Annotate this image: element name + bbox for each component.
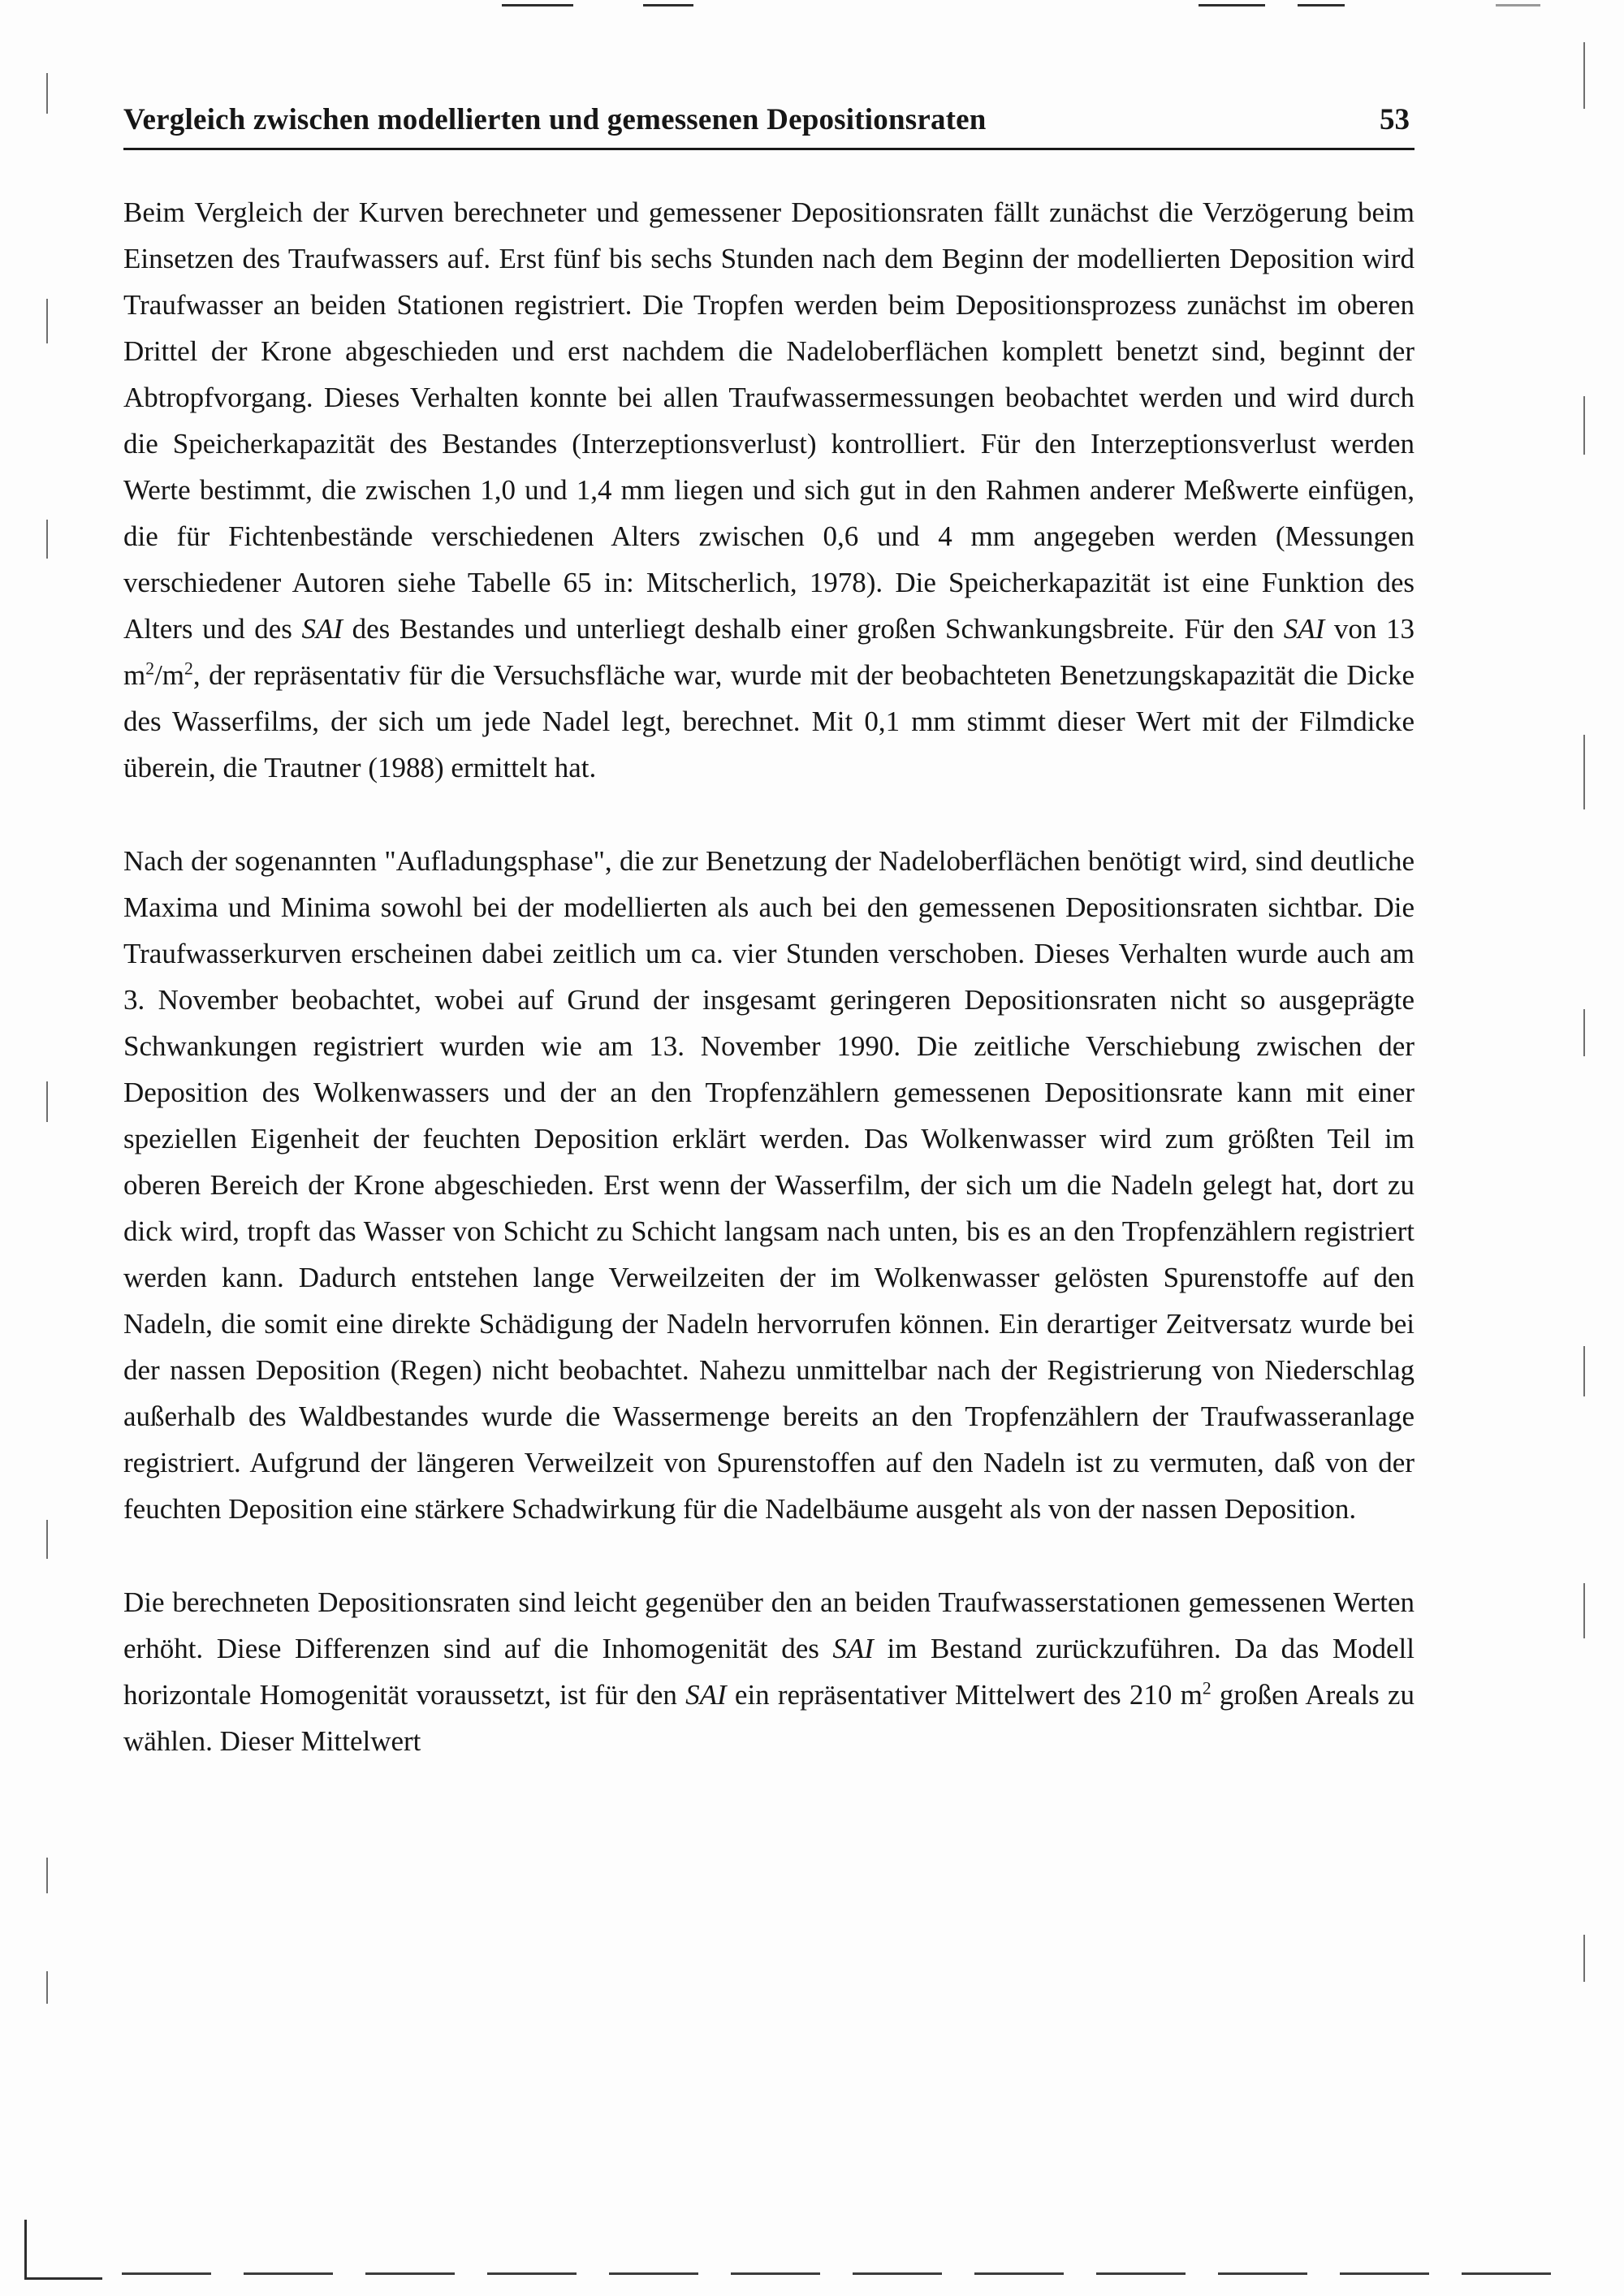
scan-artifact-left-tick: [46, 299, 48, 343]
scan-artifact-left-tick: [46, 1971, 48, 2004]
scan-artifact-corner-bracket: [24, 2277, 102, 2280]
scan-artifact-bottom-dashes: [122, 2272, 1575, 2275]
running-head-title: Vergleich zwischen modellierten und gemessenen Depositionsraten: [123, 103, 987, 136]
scan-artifact-right-tick: [1583, 1583, 1585, 1638]
page-content: [123, 102, 1415, 1764]
scan-artifact-left-tick: [46, 1081, 48, 1122]
scan-artifact-right-tick: [1583, 1935, 1585, 1982]
scan-artifact-right-tick: [1583, 735, 1585, 809]
scan-artifact-right-tick: [1583, 1009, 1585, 1056]
scan-artifact-right-tick: [1583, 1346, 1585, 1396]
paragraph-3: Die berechneten Depositionsraten sind leicht gegenüber den an beiden Traufwasserstationen gemessenen Werten erhöht. Diese Differenzen sind auf die Inhomogenität des SAI im Bestand zurückzuführen. Da das Modell horizontale Homogenität voraussetzt, ist für den SAI ein repräsentativer Mittelwert des 210 $m^2$ großen Areals zu wählen. Dieser Mittelwert: [123, 1586, 1415, 1757]
scan-artifact-left-tick: [46, 73, 48, 114]
scan-artifact-top-dash: [1298, 4, 1345, 6]
body-text: [123, 189, 1415, 1764]
page-number: 53: [1380, 103, 1410, 136]
scan-artifact-left-tick: [46, 1520, 48, 1559]
scan-artifact-top-dash: [502, 4, 573, 6]
paragraph-2: Nach der sogenannten "Aufladungsphase", die zur Benetzung der Nadeloberflächen benötigt wird, sind deutliche Maxima und Minima sowohl bei der modellierten als auch bei den gemessenen Depositionsraten sichtbar. Die Traufwasserkurven erscheinen dabei zeitlich um ca. vier Stunden verschoben. Dieses Verhalten wurde auch am 3. November beobachtet, wobei auf Grund der insgesamt geringeren Depositionsraten nicht so ausgeprägte Schwankungen registriert wurden wie am 13. November 1990. Die zeitliche Verschiebung zwischen der Deposition des Wolkenwassers und der an den Tropfenzählern gemessenen Depositionsrate kann mit einer speziellen Eigenheit der feuchten Deposition erklärt werden. Das Wolkenwasser wird zum größten Teil im oberen Bereich der Krone abgeschieden. Erst wenn der Wasserfilm, der sich um die Nadeln gelegt hat, dort zu dick wird, tropft das Wasser von Schicht zu Schicht langsam nach unten, bis es an den Tropfenzählern registriert werden kann. Dadurch entstehen lange Verweilzeiten der im Wolkenwasser gelösten Spurenstoffe auf den Nadeln, die somit eine direkte Schädigung der Nadeln hervorrufen können. Ein derartiger Zeitversatz wurde bei der nassen Deposition (Regen) nicht beobachtet. Nahezu unmittelbar nach der Registrierung von Niederschlag außerhalb des Waldbestandes wurde die Wassermenge bereits an den Tropfenzählern der Traufwasseranlage registriert. Aufgrund der längeren Verweilzeit von Spurenstoffen auf den Nadeln ist zu vermuten, daß von der feuchten Deposition eine stärkere Schadwirkung für die Nadelbäume ausgeht als von der nassen Deposition.: [123, 845, 1415, 1525]
scan-artifact-top-dash: [1496, 4, 1540, 6]
scan-artifact-right-tick: [1583, 42, 1585, 109]
paragraph-1: Beim Vergleich der Kurven berechneter und gemessener Depositionsraten fällt zunächst die Verzögerung beim Einsetzen des Traufwassers auf. Erst fünf bis sechs Stunden nach dem Beginn der modellierten Deposition wird Traufwasser an beiden Stationen registriert. Die Tropfen werden beim Depositionsprozess zunächst im oberen Drittel der Krone abgeschieden und erst nachdem die Nadeloberflächen komplett benetzt sind, beginnt der Abtropfvorgang. Dieses Verhalten konnte bei allen Traufwassermessungen beobachtet werden und wird durch die Speicherkapazität des Bestandes (Interzeptionsverlust) kontrolliert. Für den Interzeptionsverlust werden Werte bestimmt, die zwischen 1,0 und 1,4 mm liegen und sich gut in den Rahmen anderer Meßwerte einfügen, die für Fichtenbestände verschiedenen Alters zwischen 0,6 und 4 mm angegeben werden (Messungen verschiedener Autoren siehe Tabelle 65 in: Mitscherlich, 1978). Die Speicherkapazität ist eine Funktion des Alters und des SAI des Bestandes und unterliegt deshalb einer großen Schwankungsbreite. Für den SAI von 13 $m^2/m^2$, der repräsentativ für die Versuchsfläche war, wurde mit der beobachteten Benetzungskapazität die Dicke des Wasserfilms, der sich um jede Nadel legt, berechnet. Mit 0,1 mm stimmt dieser Wert mit der Filmdicke überein, die Trautner (1988) ermittelt hat.: [123, 196, 1415, 783]
scan-artifact-left-tick: [46, 520, 48, 559]
scan-artifact-corner-bracket: [24, 2220, 27, 2280]
scan-artifact-top-dash: [643, 4, 693, 6]
scan-artifact-left-tick: [46, 1858, 48, 1893]
scan-artifact-top-dash: [1199, 4, 1265, 6]
page-header: [123, 102, 1415, 150]
scan-artifact-right-tick: [1583, 396, 1585, 455]
